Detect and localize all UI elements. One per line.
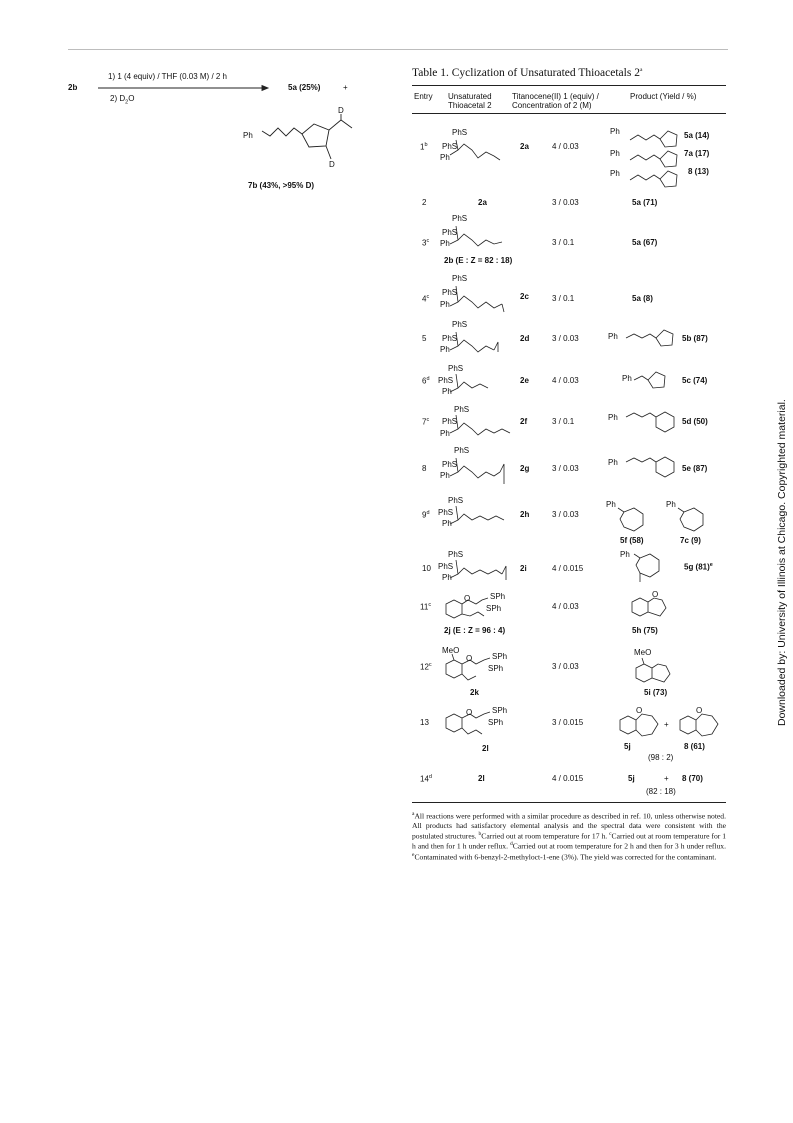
product-yield: 5f (58) [620,536,644,545]
oxygen-label: O [466,654,473,663]
phs-label: PhS [442,334,458,343]
phs-label: PhS [454,446,470,455]
table-title: Table 1. Cyclization of Unsaturated Thioacetals 2$^a$ [412,67,643,79]
ph-label: Ph [610,127,620,136]
product-yield: 5i (73) [644,688,668,697]
sph-label: SPh [488,718,504,727]
entry-number: 11$^c$ [420,602,432,612]
phs-label: PhS [442,288,458,297]
row-structures [412,704,726,766]
conditions: 3 / 0.1 [552,294,575,303]
conditions: 4 / 0.03 [552,602,579,611]
ph-label: Ph [608,332,618,341]
product-yield: 8 (61) [684,742,705,751]
cyclopentane-ring [302,124,329,147]
product-b-label: 7b (43%, >95% D) [248,181,315,190]
ph-label: Ph [440,153,450,162]
table-row [412,196,726,210]
product-a-label: 5a (25%) [288,83,321,92]
product-yield: 7c (9) [680,536,701,545]
product-yield: 5j [624,742,631,751]
scheme-drawing [0,0,400,200]
substrate-label: 2i [520,564,527,573]
step1-text: 1) 1 (4 equiv) / THF (0.03 M) / 2 h [108,72,228,81]
substrate-label: 2d [520,334,530,343]
phs-label: PhS [442,460,458,469]
phs-label: PhS [438,562,454,571]
ph-label: Ph [442,573,452,582]
oxygen-label: O [652,590,659,599]
table-row [412,704,726,766]
product-yield: 5b (87) [682,334,708,343]
conditions: 3 / 0.03 [552,464,579,473]
product-yield: 5j [628,774,635,783]
phs-label: PhS [448,496,464,505]
substrate-label: 2e [520,376,529,385]
ph-label: Ph [610,169,620,178]
product-yield: 5e (87) [682,464,708,473]
table-row [412,272,726,318]
substrate-label: 2j (E : Z = 96 : 4) [444,626,506,635]
phs-label: PhS [452,214,468,223]
ph-label: Ph [440,300,450,309]
ph-label: Ph [440,429,450,438]
table-row [412,212,726,268]
entry-number: 6$^d$ [422,376,430,386]
header-substrate: Unsaturated Thioacetal 2 [448,92,492,110]
ph-label: Ph [622,374,632,383]
sph-label: SPh [490,592,506,601]
phs-label: PhS [448,364,464,373]
deuterium-label: D [329,160,335,169]
entry-number: 3$^c$ [422,238,430,248]
substrate-label: 2l [482,744,489,753]
conditions: 3 / 0.1 [552,417,575,426]
substrate-label: 2h [520,510,530,519]
plus-sign: + [664,774,669,783]
conditions: 3 / 0.03 [552,198,579,207]
ph-label: Ph [440,239,450,248]
phs-label: PhS [448,550,464,559]
conditions: 3 / 0.1 [552,238,575,247]
phs-label: PhS [452,128,468,137]
product-ratio: (82 : 18) [646,787,676,796]
phs-label: PhS [452,274,468,283]
methoxy-label: MeO [634,648,652,657]
conditions: 4 / 0.03 [552,376,579,385]
entry-number: 8 [422,464,427,473]
substrate-label: 2a [520,142,529,151]
table-rule-header [412,113,726,114]
header-entry: Entry [414,92,433,101]
entry-number: 12$^c$ [420,662,432,672]
entry-number: 4$^c$ [422,294,430,304]
header-product: Product (Yield / %) [630,92,697,101]
plus-sign: + [664,720,669,729]
product-yield: 8 (70) [682,774,703,783]
sph-label: SPh [486,604,502,613]
product-yield: 5a (14) [684,131,710,140]
product-yield: 5d (50) [682,417,708,426]
ph-label: Ph [666,500,676,509]
table-row [412,318,726,360]
methoxy-label: MeO [442,646,460,655]
phs-label: PhS [438,376,454,385]
table-row [412,494,726,550]
reaction-arrow-head [262,86,268,91]
phenyl-label: Ph [243,131,253,140]
table-row [412,588,726,640]
entry-number: 2 [422,198,427,207]
product-yield: 5a (67) [632,238,658,247]
ph-label: Ph [608,458,618,467]
step2-text: 2) $D_2O$ [110,94,135,106]
sph-label: SPh [488,664,504,673]
table-row [412,122,726,184]
ph-label: Ph [442,387,452,396]
product-yield: 8 (13) [688,167,709,176]
sph-label: SPh [492,652,508,661]
oxygen-label: O [636,706,643,715]
table-row [412,770,726,804]
conditions: 4 / 0.015 [552,774,584,783]
table-row [412,403,726,443]
phs-label: PhS [442,228,458,237]
substrate-label: 2c [520,292,529,301]
table-row [412,444,726,492]
table-row [412,548,726,588]
ph-label: Ph [606,500,616,509]
oxygen-label: O [466,708,473,717]
conditions: 3 / 0.03 [552,510,579,519]
product-yield: 7a (17) [684,149,710,158]
table-row [412,362,726,402]
phs-label: PhS [442,417,458,426]
table-rule-bottom [412,802,726,803]
ethyl-substituent [329,120,352,130]
product-yield: 5a (71) [632,198,658,207]
oxygen-label: O [696,706,703,715]
product-yield: 5c (74) [682,376,708,385]
entry-number: 9$^d$ [422,510,430,520]
substrate-label: 2g [520,464,530,473]
ph-label: Ph [440,345,450,354]
entry-number: 7$^c$ [422,417,430,427]
conditions: 4 / 0.015 [552,564,584,573]
plus-sign: + [343,83,348,92]
substrate-label: 2a [478,198,487,207]
conditions: 3 / 0.03 [552,662,579,671]
phs-label: PhS [454,405,470,414]
conditions: 3 / 0.015 [552,718,584,727]
product-yield: 5h (75) [632,626,658,635]
entry-number: 5 [422,334,427,343]
conditions: 4 / 0.03 [552,142,579,151]
conditions: 3 / 0.03 [552,334,579,343]
propyl-chain [262,128,302,136]
sph-label: SPh [492,706,508,715]
ph-label: Ph [610,149,620,158]
entry-number: 14$^d$ [420,774,432,784]
product-yield: 5a (8) [632,294,653,303]
table-footnotes: $^a$All reactions were performed with a similar procedure as described in ref. 10, unless otherwise noted. All products had satisfactory elemental analysis and the spectral data were consistent with the postulated structures. $^b$Carried out at room temperature for 17 h. $^c$Carried out at room temperature for 1 h and then for 1 h under reflux. $^d$Carried out at room temperature for 2 h and then for 3 h under reflux. $^e$Contaminated with 6-benzyl-2-methyloct-1-ene (3%). The yield was corrected for the contaminant. [412,811,727,862]
phs-label: PhS [442,142,458,151]
oxygen-label: O [464,594,471,603]
header-reagent: Titanocene(II) 1 (equiv) / Concentration of 2 (M) [512,92,599,110]
ph-label: Ph [440,471,450,480]
deuterium-label: D [338,106,344,115]
table-row [412,644,726,702]
phs-label: PhS [452,320,468,329]
phs-label: PhS [438,508,454,517]
table-rule-top [412,85,726,86]
substrate-label: 2l [478,774,485,783]
product-yield: 5g $(81)^e$ [684,562,713,572]
substrate-label: 2k [470,688,479,697]
substrate-label: 2f [520,417,528,426]
reactant-label: 2b [68,83,78,92]
ph-label: Ph [608,413,618,422]
entry-number: 13 [420,718,429,727]
entry-number: 1$^b$ [420,142,428,152]
ph-label: Ph [442,519,452,528]
download-notice: Downloaded by: University of Illinois at Chicago. Copyrighted material. [776,399,788,726]
product-ratio: (98 : 2) [648,753,674,762]
substrate-label: 2b (E : Z = 82 : 18) [444,256,513,265]
reaction-scheme [0,0,400,200]
ph-label: Ph [620,550,630,559]
entry-number: 10 [422,564,431,573]
